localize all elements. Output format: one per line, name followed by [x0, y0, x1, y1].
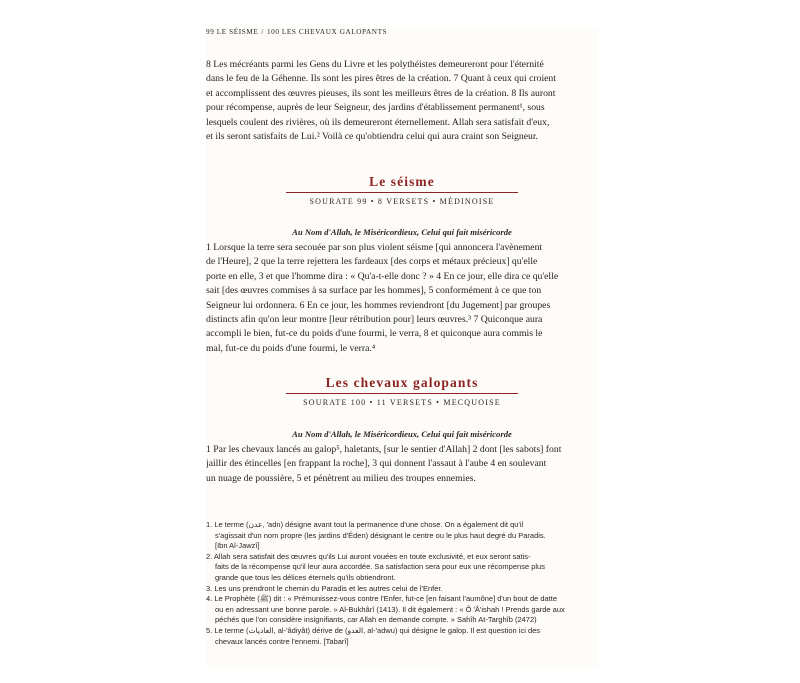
text-line: 1 Lorsque la terre sera secouée par son plus violent séisme [qui annoncera l'avènement	[206, 242, 543, 253]
text-line: sait [des œuvres commises à sa surface par les hommes], 5 conformément à ce que ton	[206, 285, 542, 297]
sura-99-title: Le séisme	[369, 174, 435, 189]
text-line: pour récompense, auprès de leur Seigneur, des jardins d'établissement permanent¹, sous	[206, 102, 545, 114]
title-rule	[286, 192, 518, 193]
footnotes	[206, 520, 598, 647]
footnote-line: 2. Allah sera satisfait des œuvres qu'ils Lui auront vouées en toute exclusivité, et eux seront satis-	[206, 551, 531, 561]
footnote-line: péchés que l'on considère insignifiants, car Allah en demande compte. » Sahîh At-Targhîb (2472)	[215, 615, 537, 625]
sura-100-text	[206, 443, 598, 486]
footnote-line: faits de la récompense qu'il leur aura accordée. Sa satisfaction sera pour eux une récompense plus	[215, 562, 545, 572]
running-head-separator: /	[261, 28, 264, 36]
footnote-line: 5. Le terme (العاديات, al-'âdiyât) dérive de (العدو, al-'adwu) qui désigne le galop. Il est question ici des	[206, 625, 541, 635]
text-line: 8 Les mécréants parmi les Gens du Livre et les polythéistes demeureront pour l'éternité	[206, 59, 544, 70]
sura-100-basmala: Au Nom d'Allah, le Miséricordieux, Celui qui fait miséricorde	[292, 429, 512, 439]
sura-99-meta: SOURATE 99 • 8 VERSETS • MÉDINOISE	[309, 197, 495, 206]
text-line: lesquels coulent des rivières, où ils demeureront éternellement. Allah sera satisfait d'eux,	[206, 116, 550, 128]
text-line: et ils seront satisfaits de Lui.² Voilà ce qu'obtiendra celui qui aura craint son Seigneur.	[206, 131, 538, 143]
title-rule	[286, 393, 518, 394]
running-head	[206, 28, 598, 36]
footnote-line: ou en adressant une bonne parole. » Al-Bukhârî (1413). Il dit également : « Ô 'Â'ishah ! Prends garde aux	[215, 604, 565, 614]
text-line: un nuage de poussière, 5 et pénètrent au milieu des troupes ennemies.	[206, 472, 476, 484]
footnote-line: [Ibn Al-Jawzî]	[215, 541, 260, 551]
text-line: distincts afin qu'on leur montre [leur rétribution pour] leurs œuvres.³ 7 Quiconque aura	[206, 314, 543, 326]
text-line: et accomplissent des œuvres pieuses, ils sont les meilleurs êtres de la création. 8 Ils auront	[206, 87, 556, 99]
sura-100-title: Les chevaux galopants	[325, 375, 479, 390]
text-line: de l'Heure], 2 que la terre rejettera les fardeaux [des corps et métaux précieux] qu'elle	[206, 256, 538, 268]
text-line: Seigneur lui ordonnera. 6 En ce jour, les hommes reviendront [du Jugement] par groupes	[206, 299, 551, 311]
footnote-line: 4. Le Prophète (ﷺ) dit : « Prémunissez-vous contre l'Enfer, fut-ce [en faisant l'aumône] d'un bout de datte	[206, 594, 558, 604]
text-line: accompli le bien, fut-ce du poids d'une fourmi, le verra, 8 et quiconque aura commis le	[206, 328, 543, 340]
top-passage	[206, 58, 598, 144]
sura-99-basmala: Au Nom d'Allah, le Miséricordieux, Celui qui fait miséricorde	[292, 227, 512, 237]
footnote-line: 1. Le terme (عدن, 'adn) désigne avant tout la permanence d'une chose. On a également dit qu'il	[206, 520, 524, 529]
running-head-right: 100 LES CHEVAUX GALOPANTS	[266, 28, 388, 36]
text-line: mal, fut-ce du poids d'une fourmi, le verra.⁴	[206, 342, 376, 354]
footnote-line: s'agissait d'un nom propre (les jardins d'Éden) désignant le centre ou le plus haut degré du Paradis.	[215, 530, 546, 540]
text-line: porte en elle, 3 et que l'homme dira : « Qu'a-t-elle donc ? » 4 En ce jour, elle dira ce qu'elle	[206, 270, 559, 282]
running-head-left: 99 LE SÉISME	[206, 28, 259, 36]
book-page	[206, 28, 598, 668]
sura-100-meta: SOURATE 100 • 11 VERSETS • MECQUOISE	[303, 398, 501, 407]
footnote-line: chevaux lancés contre l'ennemi. [Tabarî]	[215, 636, 349, 646]
sura-99-text	[206, 241, 598, 356]
text-line: jaillir des étincelles [en frappant la roche], 3 qui donnent l'assaut à l'aube 4 en soulevant	[206, 458, 547, 470]
footnote-line: grande que tous les délices éternels qu'ils obtiendront.	[215, 572, 396, 582]
text-line: 1 Par les chevaux lancés au galop⁵, haletants, [sur le sentier d'Allah] 2 dont [les sabots] font	[206, 444, 562, 455]
text-line: dans le feu de la Géhenne. Ils sont les pires êtres de la création. 7 Quant à ceux qui croient	[206, 73, 556, 85]
footnote-line: 3. Les uns prendront le chemin du Paradis et les autres celui de l'Enfer.	[206, 583, 443, 593]
